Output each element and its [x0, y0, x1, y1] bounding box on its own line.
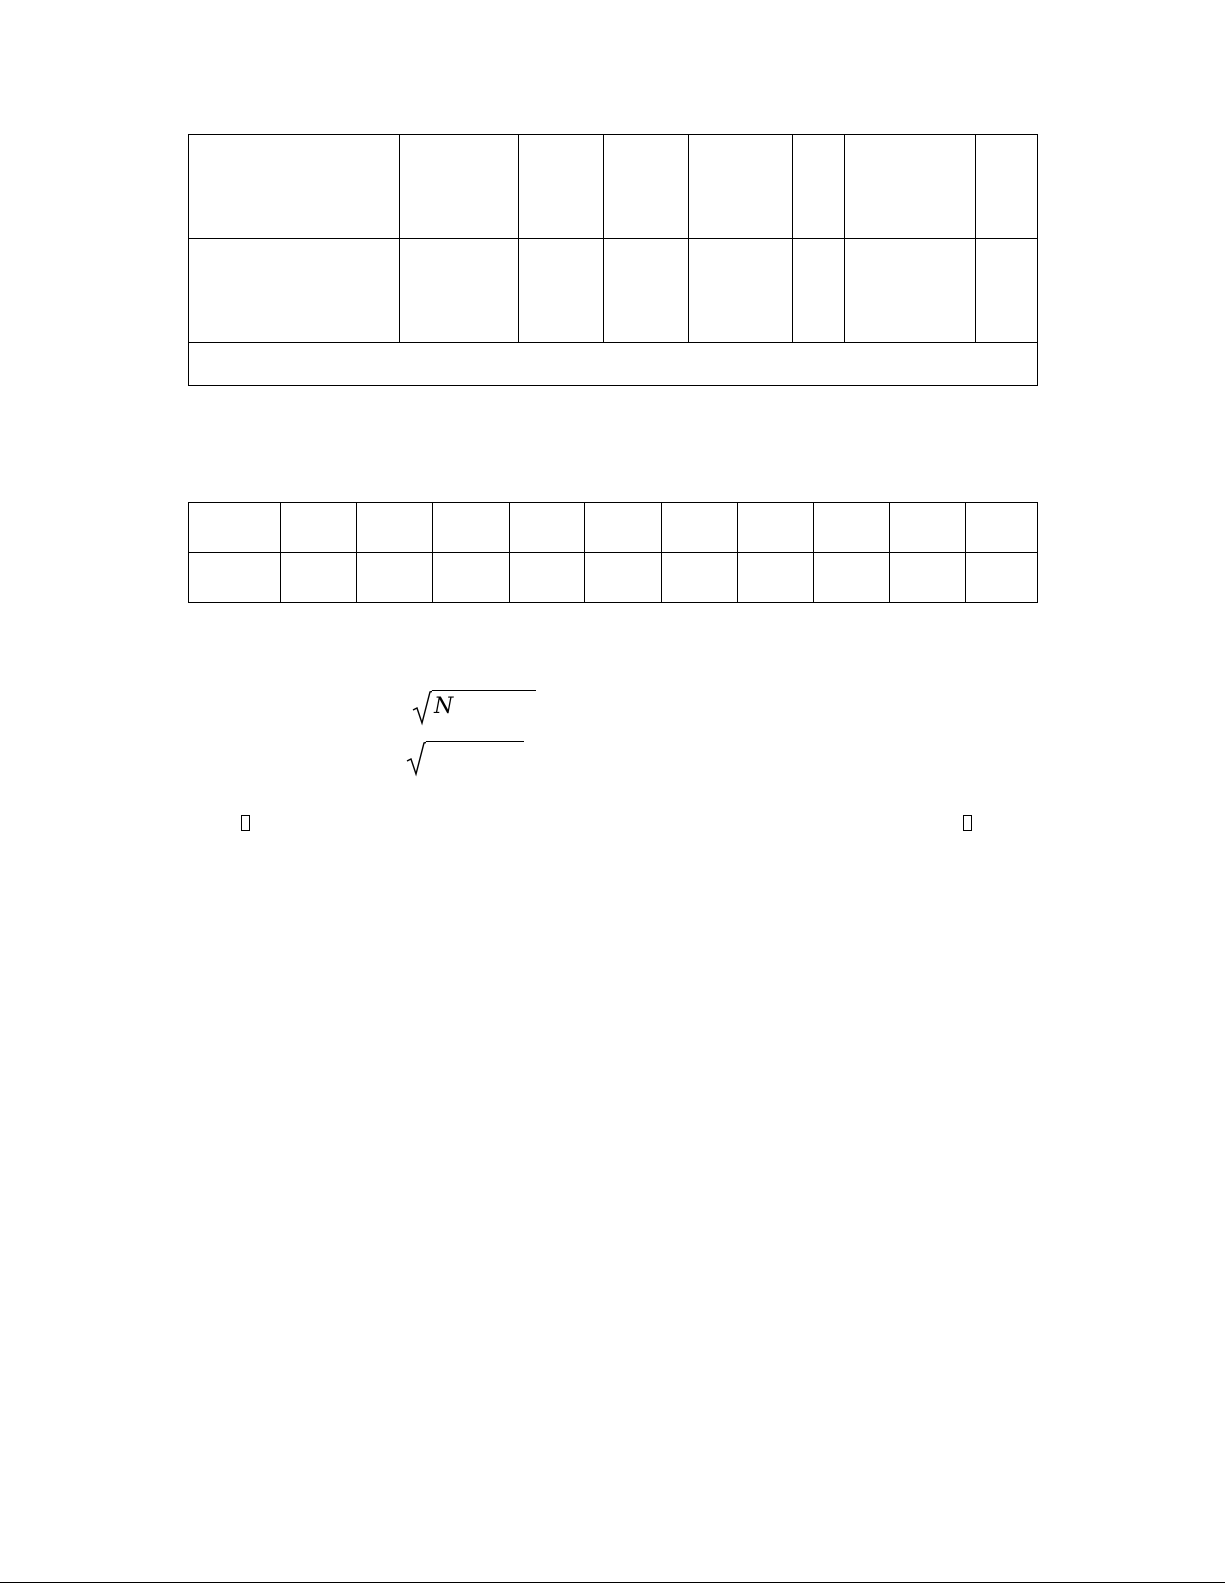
table-cell	[890, 553, 966, 603]
table-cell	[689, 239, 793, 343]
table-cell	[519, 239, 604, 343]
table-cell	[966, 503, 1038, 553]
table-cell	[662, 503, 738, 553]
table-cell	[604, 135, 689, 239]
table-cell	[793, 135, 845, 239]
table-cell	[662, 553, 738, 603]
table-cell	[189, 553, 281, 603]
table-cell	[357, 503, 433, 553]
left-box-glyph	[241, 815, 250, 831]
table-cell	[519, 135, 604, 239]
table-cell	[400, 135, 519, 239]
table-2	[188, 502, 1038, 603]
table-cell	[281, 503, 357, 553]
table-cell	[976, 135, 1038, 239]
table-cell	[814, 553, 890, 603]
table-cell	[814, 503, 890, 553]
square-root-expression-bottom	[406, 741, 524, 777]
table-cell	[738, 503, 814, 553]
table-cell	[966, 553, 1038, 603]
table-row	[189, 503, 1038, 553]
table-cell	[433, 503, 510, 553]
table-1	[188, 134, 1038, 386]
radical-sign-icon	[412, 690, 432, 726]
square-root-expression-top	[412, 690, 536, 726]
table-cell	[400, 239, 519, 343]
right-box-glyph	[963, 815, 972, 831]
table-cell	[189, 135, 400, 239]
table-row	[189, 553, 1038, 603]
table-cell	[510, 503, 585, 553]
table-cell	[793, 239, 845, 343]
table-footer-row	[189, 343, 1038, 386]
table-cell	[585, 553, 662, 603]
table-row	[189, 135, 1038, 239]
table-cell	[189, 239, 400, 343]
table-cell	[845, 135, 976, 239]
page-bottom-rule	[0, 1582, 1225, 1583]
table-cell	[738, 553, 814, 603]
table-cell	[357, 553, 433, 603]
table-cell	[976, 239, 1038, 343]
table-cell	[845, 239, 976, 343]
table-cell	[281, 553, 357, 603]
radicand-text: N	[434, 694, 454, 719]
table-footer-cell	[189, 343, 1038, 386]
radical-vinculum	[432, 690, 536, 691]
table-cell	[433, 553, 510, 603]
radical-sign-icon	[406, 741, 426, 777]
table-cell	[585, 503, 662, 553]
table-row	[189, 239, 1038, 343]
table-cell	[604, 239, 689, 343]
table-cell	[890, 503, 966, 553]
table-cell	[510, 553, 585, 603]
table-cell	[189, 503, 281, 553]
table-cell	[689, 135, 793, 239]
radical-vinculum	[426, 741, 524, 742]
